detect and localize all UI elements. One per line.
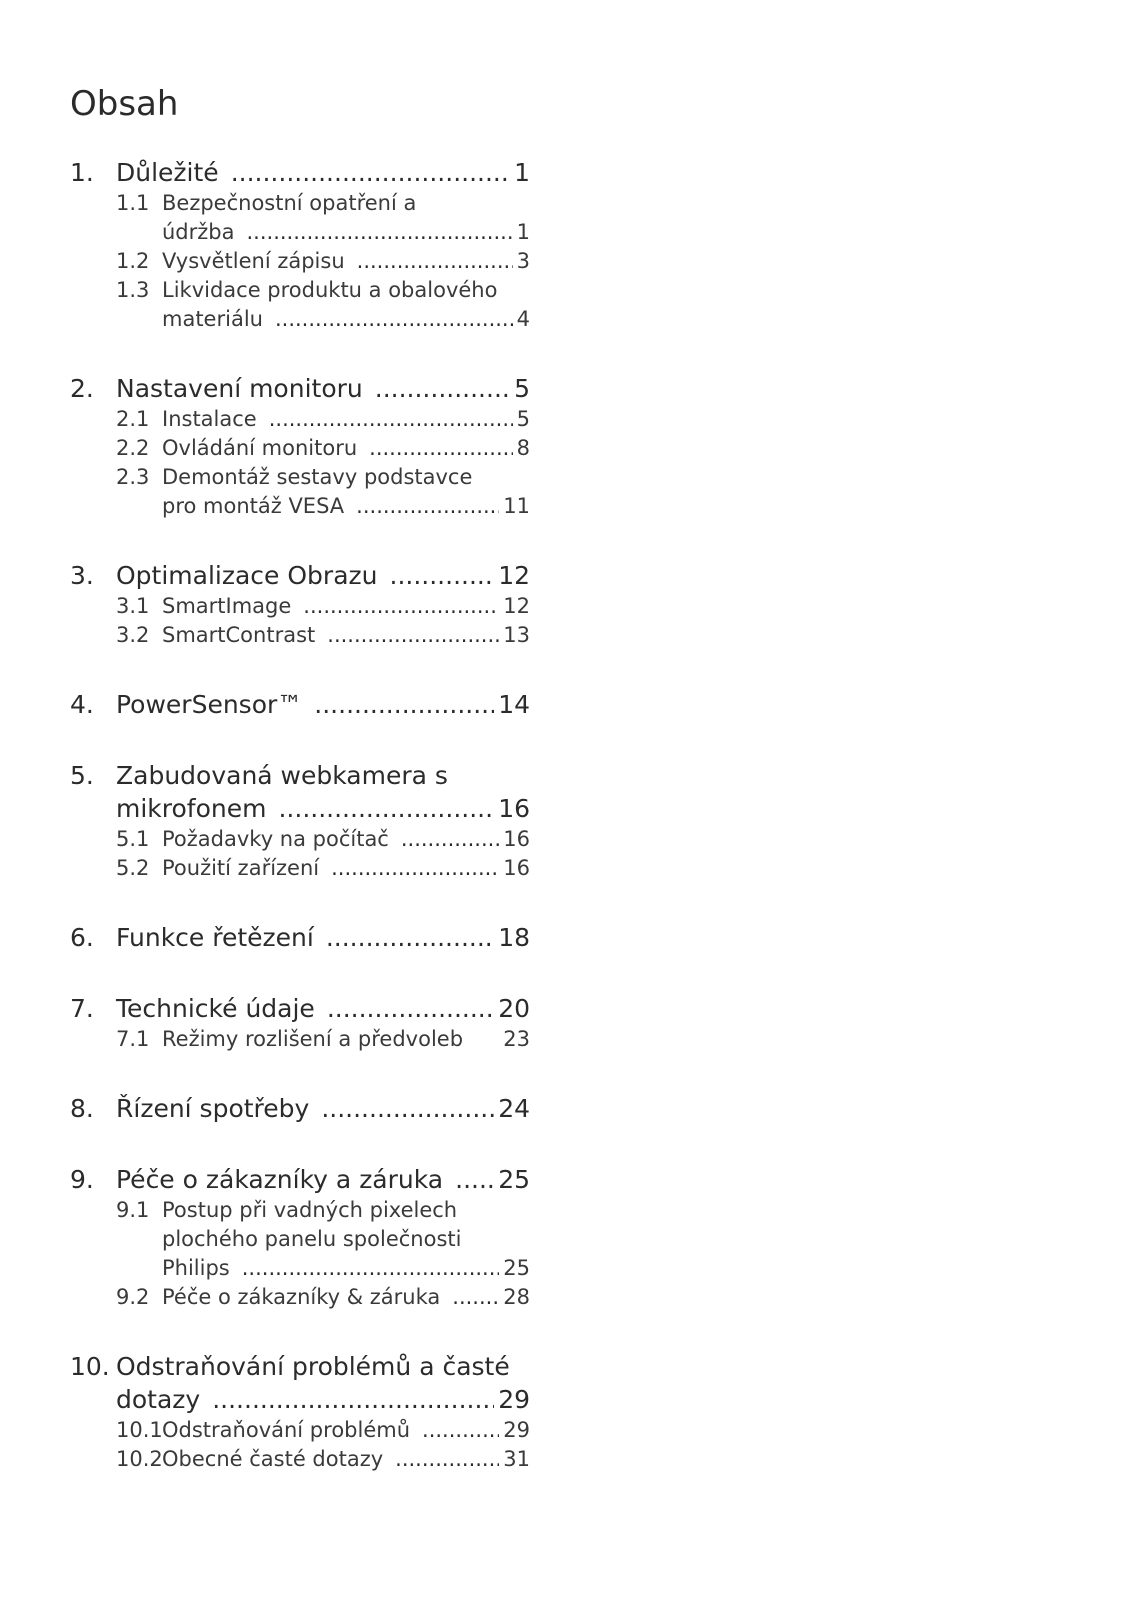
toc-subsection-line[interactable] (70, 1283, 530, 1312)
toc-subsection-line[interactable] (70, 592, 530, 621)
subsection-number: 2.1 (116, 407, 150, 431)
dot-leader (327, 621, 499, 650)
subsection-title: Demontáž sestavy podstavce (162, 465, 473, 489)
subsection-title: Použití zařízení (162, 856, 320, 880)
toc-section-line[interactable] (70, 992, 530, 1025)
subsection-page-number: 11 (503, 494, 530, 518)
section-page-number: 29 (498, 1385, 530, 1414)
dot-leader (401, 825, 499, 854)
dot-leader (422, 1416, 499, 1445)
section-page-number: 20 (498, 994, 530, 1023)
subsection-page-number: 29 (503, 1418, 530, 1442)
dot-leader (357, 247, 513, 276)
toc-section (70, 1350, 530, 1474)
subsection-page-number: 1 (516, 220, 530, 244)
subsection-title: SmartImage (162, 594, 292, 618)
toc-subsection-line[interactable] (70, 1025, 530, 1054)
toc-subsection-line[interactable] (70, 276, 530, 305)
subsection-title: Likvidace produktu a obalového (162, 278, 498, 302)
toc-section-line[interactable] (70, 1350, 530, 1383)
section-number: 9. (70, 1165, 94, 1194)
toc-section-line[interactable] (70, 792, 530, 825)
subsection-number: 1.3 (116, 278, 150, 302)
section-number: 8. (70, 1094, 94, 1123)
dot-leader (314, 688, 494, 721)
subsection-title: Philips (162, 1256, 230, 1280)
section-title: Zabudovaná webkamera s (116, 761, 448, 790)
toc-section-line[interactable] (70, 559, 530, 592)
subsection-page-number: 8 (516, 436, 530, 460)
subsection-title: Režimy rozlišení a předvoleb (162, 1027, 464, 1051)
section-page-number: 1 (514, 158, 530, 187)
subsection-page-number: 12 (503, 594, 530, 618)
section-title: Péče o zákazníky a záruka (116, 1165, 444, 1194)
section-title: Optimalizace Obrazu (116, 561, 378, 590)
toc-section (70, 759, 530, 883)
section-title: Řízení spotřeby (116, 1094, 310, 1123)
toc-section (70, 156, 530, 334)
toc-subsection-line[interactable] (70, 405, 530, 434)
section-title-cont: mikrofonem (116, 794, 267, 823)
section-number: 5. (70, 761, 94, 790)
toc-section-line[interactable] (70, 759, 530, 792)
toc-section-line[interactable] (70, 372, 530, 405)
dot-leader (327, 992, 494, 1025)
subsection-title: SmartContrast (162, 623, 316, 647)
toc-subsection-line[interactable] (70, 463, 530, 492)
dot-leader (321, 1092, 494, 1125)
dot-leader (275, 305, 513, 334)
subsection-number: 7.1 (116, 1027, 150, 1051)
section-title: Technické údaje (116, 994, 315, 1023)
subsection-number: 10.2 (116, 1447, 163, 1471)
toc-subsection-line[interactable] (70, 1225, 530, 1254)
section-page-number: 5 (514, 374, 530, 403)
dot-leader (269, 405, 513, 434)
toc-section (70, 1092, 530, 1125)
subsection-number: 2.3 (116, 465, 150, 489)
subsection-title: Péče o zákazníky & záruka (162, 1285, 441, 1309)
toc-subsection-line[interactable] (70, 247, 530, 276)
toc-subsection-line[interactable] (70, 1416, 530, 1445)
subsection-title: pro montáž VESA (162, 494, 345, 518)
toc-section (70, 559, 530, 650)
subsection-title: Ovládání monitoru (162, 436, 358, 460)
dot-leader (247, 218, 513, 247)
table-of-contents (70, 156, 530, 1512)
section-title: Důležité (116, 158, 219, 187)
dot-leader (231, 156, 510, 189)
subsection-number: 9.1 (116, 1198, 150, 1222)
subsection-number: 5.2 (116, 856, 150, 880)
subsection-number: 9.2 (116, 1285, 150, 1309)
toc-section-line[interactable] (70, 156, 530, 189)
toc-subsection-line[interactable] (70, 189, 530, 218)
subsection-number: 3.1 (116, 594, 150, 618)
subsection-page-number: 13 (503, 623, 530, 647)
section-page-number: 24 (498, 1094, 530, 1123)
toc-section (70, 992, 530, 1054)
page-title: Obsah (70, 84, 179, 124)
subsection-page-number: 25 (503, 1256, 530, 1280)
subsection-title: Bezpečnostní opatření a (162, 191, 417, 215)
subsection-title: Postup při vadných pixelech (162, 1198, 458, 1222)
subsection-page-number: 31 (503, 1447, 530, 1471)
section-number: 2. (70, 374, 94, 403)
dot-leader (356, 492, 499, 521)
toc-subsection-line[interactable] (70, 854, 530, 883)
section-number: 4. (70, 690, 94, 719)
toc-section-line[interactable] (70, 1092, 530, 1125)
toc-subsection-line[interactable] (70, 1445, 530, 1474)
section-number: 7. (70, 994, 94, 1023)
subsection-page-number: 3 (516, 249, 530, 273)
subsection-page-number: 16 (503, 827, 530, 851)
subsection-number: 1.1 (116, 191, 150, 215)
subsection-title: Obecné časté dotazy (162, 1447, 384, 1471)
subsection-page-number: 28 (503, 1285, 530, 1309)
toc-section (70, 372, 530, 521)
dot-leader (369, 434, 512, 463)
section-number: 1. (70, 158, 94, 187)
dot-leader (395, 1445, 499, 1474)
section-title: Funkce řetězení (116, 923, 314, 952)
toc-section-line[interactable] (70, 688, 530, 721)
toc-section-line[interactable] (70, 921, 530, 954)
section-page-number: 14 (498, 690, 530, 719)
dot-leader (331, 854, 499, 883)
dot-leader (375, 372, 510, 405)
subsection-title: materiálu (162, 307, 263, 331)
dot-leader (303, 592, 499, 621)
dot-leader (452, 1283, 499, 1312)
toc-section-line[interactable] (70, 1383, 530, 1416)
subsection-page-number: 5 (516, 407, 530, 431)
subsection-title: plochého panelu společnosti (162, 1227, 462, 1251)
toc-section (70, 1163, 530, 1312)
dot-leader (212, 1383, 494, 1416)
section-title: Odstraňování problémů a časté (116, 1352, 510, 1381)
subsection-title: údržba (162, 220, 235, 244)
toc-subsection-line[interactable] (70, 1196, 530, 1225)
section-title: Nastavení monitoru (116, 374, 363, 403)
dot-leader (390, 559, 495, 592)
section-title-cont: dotazy (116, 1385, 201, 1414)
toc-subsection-line[interactable] (70, 1254, 530, 1283)
section-number: 6. (70, 923, 94, 952)
toc-subsection-line[interactable] (70, 434, 530, 463)
subsection-number: 5.1 (116, 827, 150, 851)
subsection-title: Odstraňování problémů (162, 1418, 411, 1442)
dot-leader (326, 921, 494, 954)
toc-subsection-line[interactable] (70, 492, 530, 521)
section-page-number: 25 (498, 1165, 530, 1194)
dot-leader (242, 1254, 500, 1283)
section-page-number: 18 (498, 923, 530, 952)
toc-section (70, 921, 530, 954)
subsection-page-number: 4 (516, 307, 530, 331)
subsection-title: Instalace (162, 407, 257, 431)
section-page-number: 16 (498, 794, 530, 823)
subsection-title: Požadavky na počítač (162, 827, 389, 851)
toc-subsection-line[interactable] (70, 218, 530, 247)
section-number: 10. (70, 1352, 110, 1381)
toc-subsection-line[interactable] (70, 621, 530, 650)
subsection-title: Vysvětlení zápisu (162, 249, 345, 273)
toc-section-line[interactable] (70, 1163, 530, 1196)
section-title: PowerSensor™ (116, 690, 303, 719)
subsection-number: 2.2 (116, 436, 150, 460)
section-number: 3. (70, 561, 94, 590)
subsection-number: 10.1 (116, 1418, 163, 1442)
dot-leader (278, 792, 494, 825)
subsection-page-number: 16 (503, 856, 530, 880)
subsection-number: 3.2 (116, 623, 150, 647)
toc-section (70, 688, 530, 721)
section-page-number: 12 (498, 561, 530, 590)
subsection-page-number: 23 (503, 1027, 530, 1051)
dot-leader (455, 1163, 494, 1196)
toc-subsection-line[interactable] (70, 305, 530, 334)
subsection-number: 1.2 (116, 249, 150, 273)
toc-subsection-line[interactable] (70, 825, 530, 854)
